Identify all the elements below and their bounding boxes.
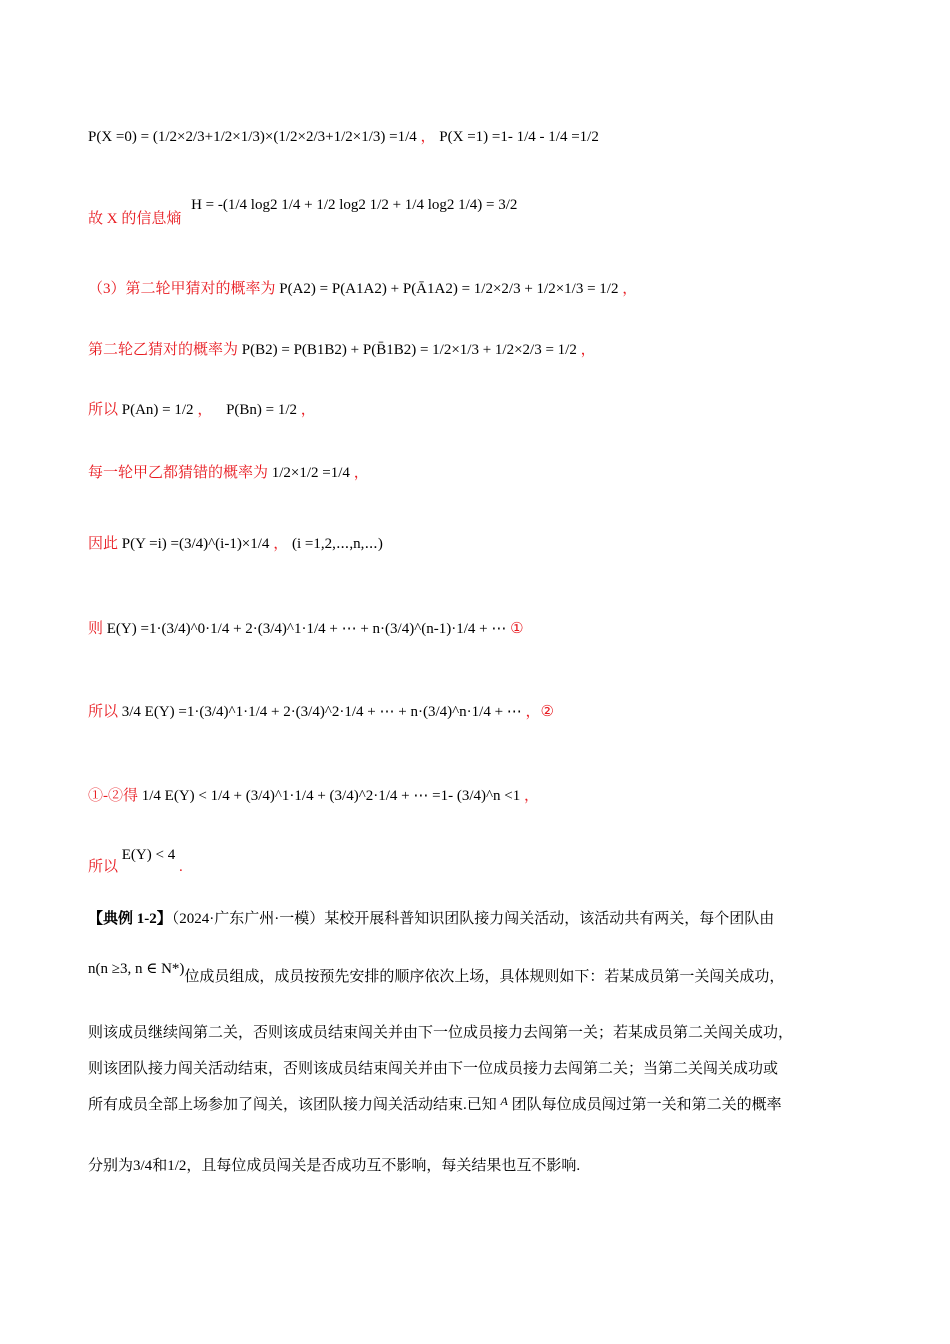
frac-three-quarters: 3/4	[133, 1158, 153, 1174]
team-letter: A	[500, 1094, 508, 1108]
pa2-line	[88, 282, 637, 297]
comma: ，	[197, 402, 213, 418]
entropy-label: 故 X 的信息熵	[88, 211, 182, 227]
equation-mark-2: ，②	[525, 704, 554, 720]
entropy-line	[88, 197, 518, 227]
example-line-3	[88, 1026, 863, 1041]
example-line-5	[88, 1094, 863, 1113]
frac-one-half: 1/2	[167, 1158, 187, 1174]
period: .	[178, 859, 183, 875]
diff-line	[88, 789, 539, 804]
px0-calculation: (1/2×2/3+1/2×1/3)×(1/2×2/3+1/2×1/3) =1/4	[152, 129, 417, 145]
example-line-2	[88, 961, 863, 985]
comma: ，	[580, 342, 596, 358]
both-wrong-formula: 1/2×1/2 =1/4	[271, 465, 350, 481]
i-range: (i =1,2,⋯,n,⋯)	[291, 536, 383, 552]
ze-label: 则	[88, 621, 104, 637]
comma: ，	[524, 788, 540, 804]
suoyi-label: 所以	[88, 402, 119, 418]
each-round-label: 每一轮甲乙都猜错的概率为	[88, 465, 269, 481]
entropy-formula: H = -(1/4 log2 1/4 + 1/2 log2 1/2 + 1/4 log2 1/4) = 3/2	[191, 197, 518, 213]
ey-formula: E(Y) =1·(3/4)^0·1/4 + 2·(3/4)^1·1/4 + ⋯ + n·(3/4)^(n-1)·1/4 + ⋯	[106, 621, 507, 637]
pbn-formula: P(Bn) = 1/2	[226, 402, 298, 418]
he-text: 和	[152, 1158, 168, 1174]
example-text-6a: 分别为	[88, 1158, 134, 1174]
comma: ，	[622, 281, 638, 297]
ey34-formula: 3/4 E(Y) =1·(3/4)^1·1/4 + 2·(3/4)^2·1/4 + ⋯ + n·(3/4)^n·1/4 + ⋯	[121, 704, 522, 720]
diff-formula: 1/4 E(Y) < 1/4 + (3/4)^1·1/4 + (3/4)^2·1/4 + ⋯ =1- (3/4)^n <1	[141, 788, 521, 804]
suoyi-label: 所以	[88, 859, 119, 875]
part3-label: （3）第二轮甲猜对的概率为	[88, 281, 276, 297]
example-text-6b: ，且每位成员闯关是否成功互不影响，每关结果也互不影响.	[186, 1158, 581, 1174]
pa2-formula: P(A2) = P(A1A2) + P(Ā1A2) = 1/2×2/3 + 1/2×1/3 = 1/2	[279, 281, 619, 297]
ey-conclusion-line	[88, 847, 183, 875]
n-condition: n(n ≥3, n ∈ N*)	[88, 961, 185, 977]
py-formula: P(Y =i) =(3/4)^(i-1)×1/4	[121, 536, 270, 552]
example-text-2: 位成员组成，成员按预先安排的顺序依次上场，具体规则如下：若某成员第一关闯关成功，	[184, 969, 785, 985]
example-line-4	[88, 1062, 863, 1077]
pb2-formula: P(B2) = P(B1B2) + P(B̄1B2) = 1/2×1/3 + 1/2×2/3 = 1/2	[241, 342, 577, 358]
py-line	[88, 537, 383, 552]
example-text-5: 所有成员全部上场参加了闯关，该团队接力闯关活动结束.已知	[88, 1097, 497, 1113]
diff-label: ①-②得	[88, 788, 138, 804]
equation-mark-1: ①	[510, 621, 524, 637]
ey34-line	[88, 705, 554, 720]
comma: ，	[300, 402, 316, 418]
ey-lt4-formula: E(Y) < 4	[121, 847, 176, 863]
pan-pbn-line	[88, 403, 316, 418]
pan-formula: P(An) = 1/2	[121, 402, 194, 418]
both-wrong-line	[88, 466, 369, 481]
yinci-label: 因此	[88, 536, 119, 552]
suoyi-label: 所以	[88, 704, 119, 720]
example-line-6	[88, 1159, 863, 1174]
px0-formula: P(X =0) =	[88, 129, 150, 145]
example-text-3: 则该成员继续闯第二关，否则该成员结束闯关并由下一位成员接力去闯第一关；若某成员第二关闯关成功，	[88, 1025, 794, 1041]
example-text-4: 则该团队接力闯关活动结束，否则该成员结束闯关并由下一位成员接力去闯第二关；当第二关闯关成功或	[88, 1061, 779, 1077]
part3-b-label: 第二轮乙猜对的概率为	[88, 342, 239, 358]
px-formula-line	[88, 130, 599, 145]
example-text-5b: 团队每位成员闯过第一关和第二关的概率	[511, 1097, 782, 1113]
example-text-1: （2024·广东广州·一模）某校开展科普知识团队接力闯关活动，该活动共有两关，每个团队由	[171, 911, 775, 927]
example-line-1	[88, 912, 863, 927]
ey-line	[88, 622, 524, 637]
comma: ，	[420, 129, 436, 145]
comma: ，	[273, 536, 289, 552]
comma: ，	[353, 465, 369, 481]
px1-formula: P(X =1) =1- 1/4 - 1/4 =1/2	[439, 129, 599, 145]
pb2-line	[88, 343, 596, 358]
example-tag: 【典例 1-2】	[88, 911, 172, 927]
